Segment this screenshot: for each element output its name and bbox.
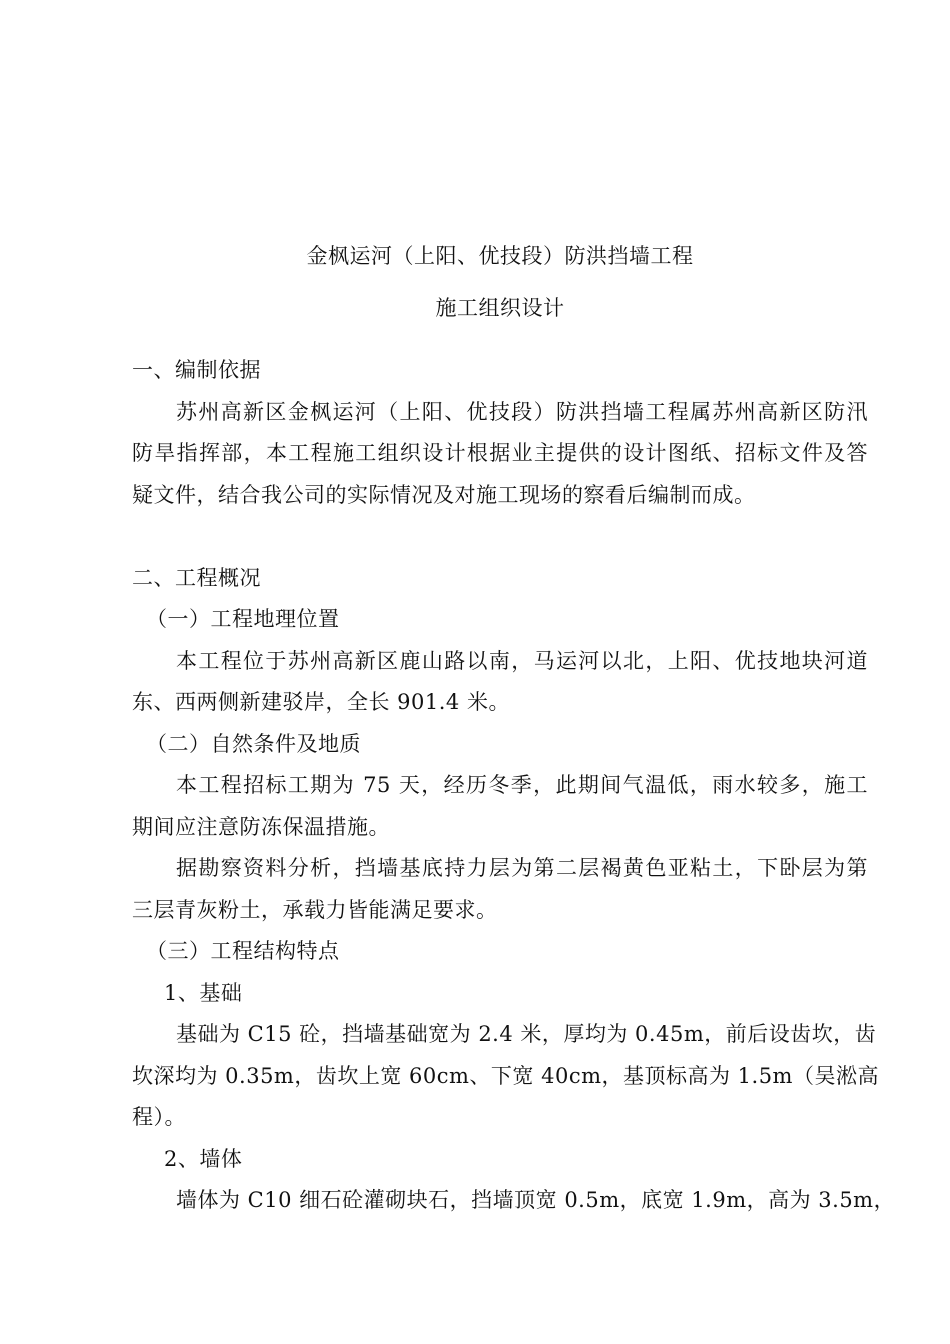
item-heading-foundation: 1、基础 (164, 981, 243, 1005)
paragraph-line: 疑文件，结合我公司的实际情况及对施工现场的察看后编制而成。 (132, 483, 756, 507)
paragraph-line: 据勘察资料分析，挡墙基底持力层为第二层褐黄色亚粘土，下卧层为第 (176, 856, 868, 880)
paragraph-line: 东、西两侧新建驳岸，全长 901.4 米。 (132, 690, 510, 714)
paragraph-line: 苏州高新区金枫运河（上阳、优技段）防洪挡墙工程属苏州高新区防汛 (176, 400, 868, 424)
paragraph-line: 期间应注意防冻保温措施。 (132, 815, 390, 839)
section-heading-basis: 一、编制依据 (132, 358, 261, 382)
paragraph-line: 坎深均为 0.35m，齿坎上宽 60cm、下宽 40cm，基顶标高为 1.5m（吴淞高 (132, 1064, 879, 1088)
paragraph-line: 三层青灰粉土，承载力皆能满足要求。 (132, 898, 498, 922)
paragraph-line: 防旱指挥部，本工程施工组织设计根据业主提供的设计图纸、招标文件及答 (132, 441, 868, 465)
document-title: 金枫运河（上阳、优技段）防洪挡墙工程 (306, 244, 694, 268)
item-heading-wall: 2、墙体 (164, 1147, 243, 1171)
paragraph-line: 基础为 C15 砼，挡墙基础宽为 2.4 米，厚均为 0.45m，前后设齿坎，齿 (176, 1022, 877, 1046)
paragraph-line: 本工程位于苏州高新区鹿山路以南，马运河以北，上阳、优技地块河道 (176, 649, 868, 673)
section-heading-overview: 二、工程概况 (132, 566, 261, 590)
subsection-heading-structure: （三）工程结构特点 (146, 939, 340, 963)
subsection-heading-location: （一）工程地理位置 (146, 607, 340, 631)
paragraph-line: 墙体为 C10 细石砼灌砌块石，挡墙顶宽 0.5m，底宽 1.9m，高为 3.5m， (176, 1188, 896, 1212)
paragraph-line: 本工程招标工期为 75 天，经历冬季，此期间气温低，雨水较多，施工 (176, 773, 868, 797)
paragraph-line: 程）。 (132, 1105, 186, 1129)
subsection-heading-conditions: （二）自然条件及地质 (146, 732, 361, 756)
document-subtitle: 施工组织设计 (435, 296, 565, 320)
